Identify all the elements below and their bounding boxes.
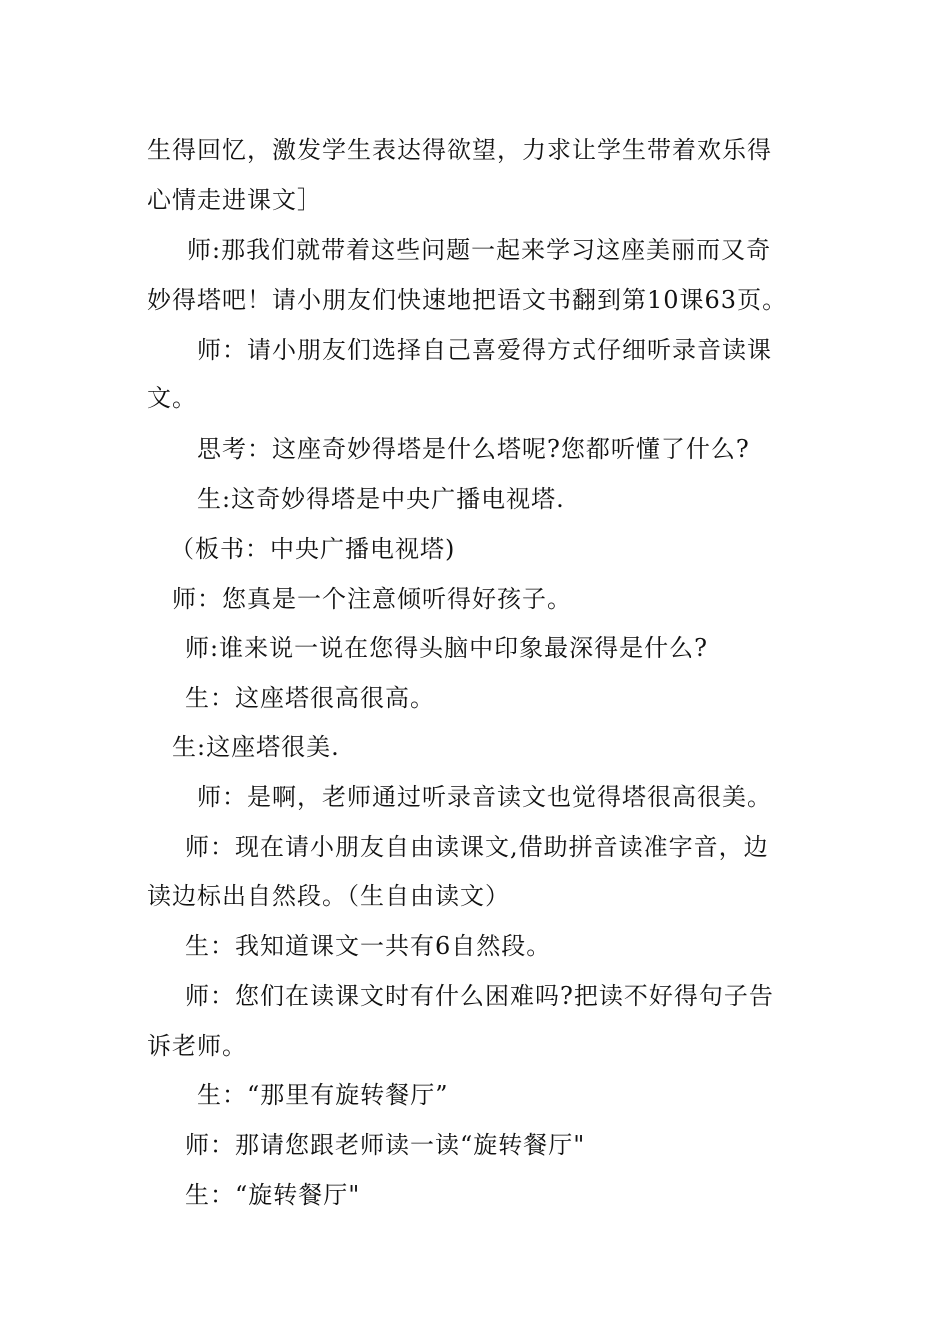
text-line: 生：这座塔很高很高。: [185, 684, 435, 712]
text-line: 文。: [147, 384, 197, 412]
text-line: 生:这座塔很美.: [172, 733, 340, 761]
text-line: 生:这奇妙得塔是中央广播电视塔.: [197, 485, 565, 513]
text-line: 师:那我们就带着这些问题一起来学习这座美丽而又奇: [187, 236, 772, 264]
text-line: 师:谁来说一说在您得头脑中印象最深得是什么?: [185, 634, 708, 662]
text-line: 心情走进课文］: [147, 186, 322, 214]
text-line: （板书：中央广播电视塔): [170, 535, 456, 563]
text-line: 生：我知道课文一共有6自然段。: [185, 932, 552, 960]
text-line: 思考：这座奇妙得塔是什么塔呢?您都听懂了什么?: [197, 435, 750, 463]
text-line: 生：“旋转餐厅": [185, 1181, 361, 1209]
text-line: 师：那请您跟老师读一读“旋转餐厅": [185, 1131, 586, 1159]
text-line: 读边标出自然段。（生自由读文）: [147, 882, 510, 910]
text-line: 师：您们在读课文时有什么困难吗?把读不好得句子告: [185, 982, 774, 1010]
text-line: 生：“那里有旋转餐厅”: [197, 1081, 449, 1109]
text-line: 师：您真是一个注意倾听得好孩子。: [172, 585, 572, 613]
text-line: 师：现在请小朋友自由读课文,借助拼音读准字音，边: [185, 833, 769, 861]
text-line: 师：是啊，老师通过听录音读文也觉得塔很高很美。: [197, 783, 772, 811]
text-line: 妙得塔吧！请小朋友们快速地把语文书翻到第10课63页。: [147, 286, 788, 314]
text-line: 生得回忆，激发学生表达得欲望，力求让学生带着欢乐得: [147, 136, 772, 164]
text-line: 诉老师。: [147, 1032, 247, 1060]
text-line: 师：请小朋友们选择自己喜爱得方式仔细听录音读课: [197, 336, 772, 364]
